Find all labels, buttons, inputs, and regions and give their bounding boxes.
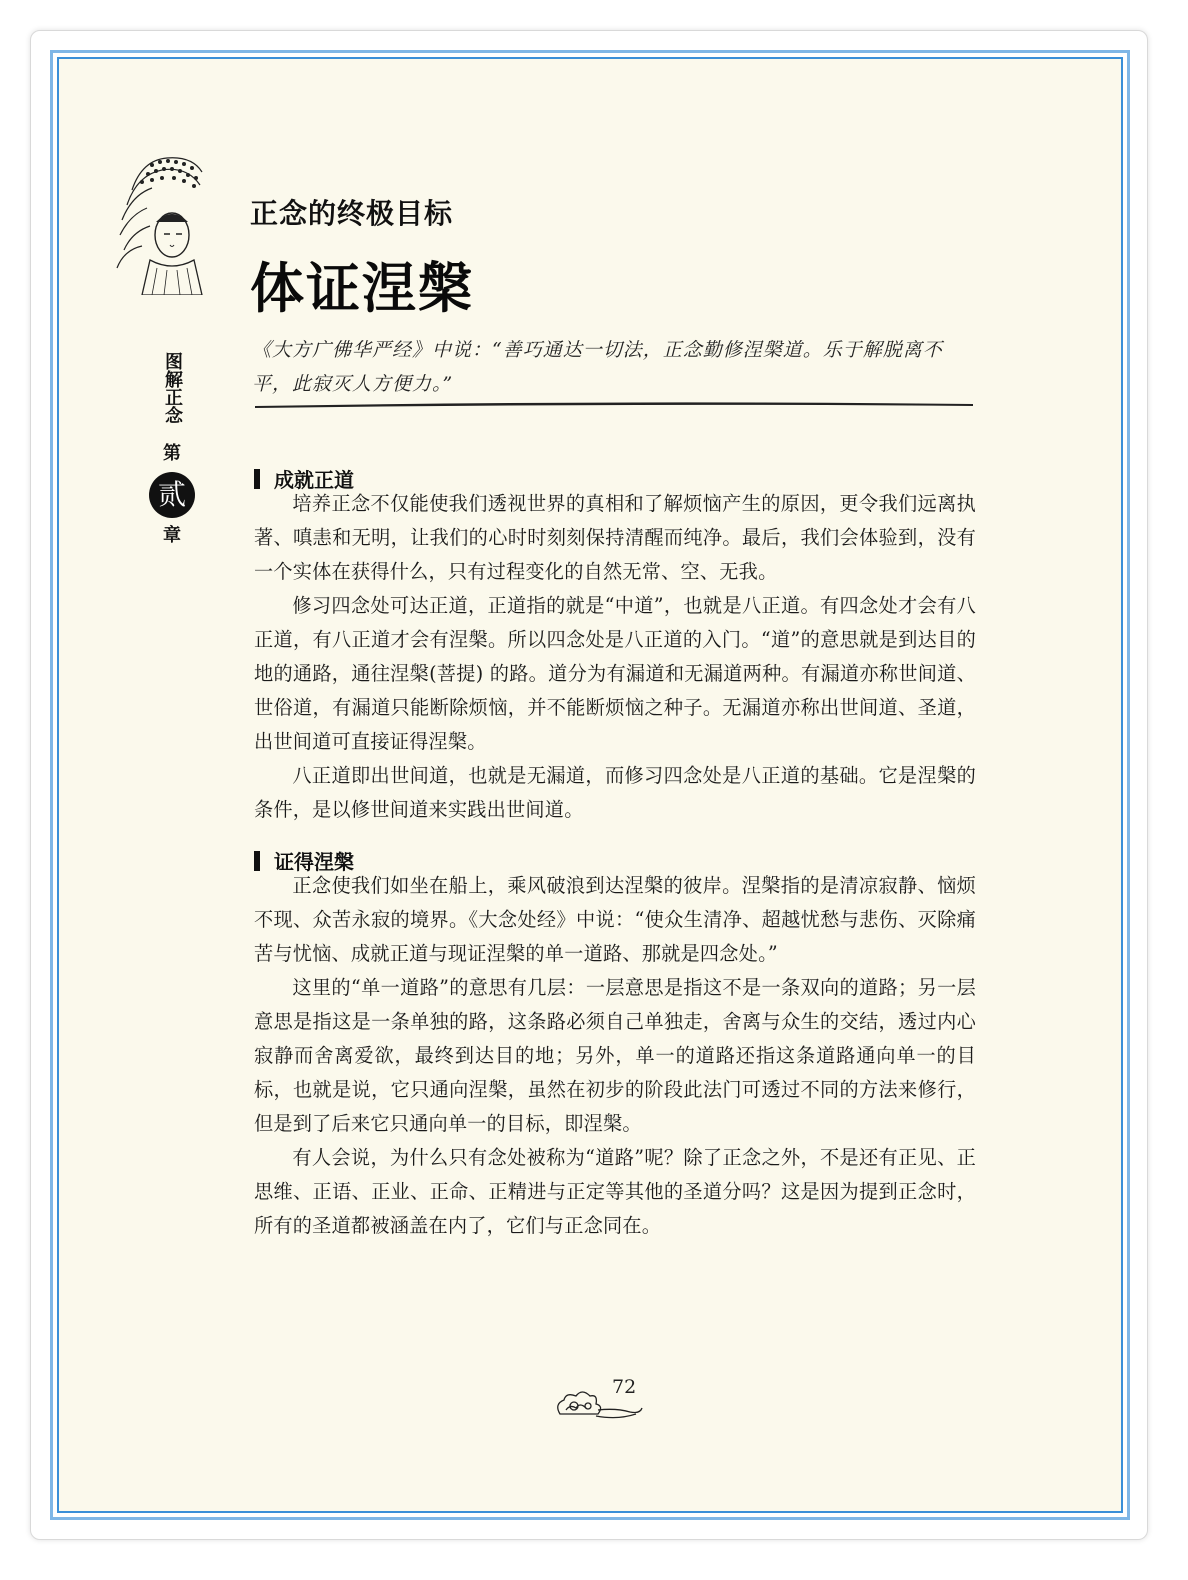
buddha-portrait-illustration (112, 150, 207, 295)
section-body-2 (254, 869, 976, 1243)
section-body-1 (254, 487, 976, 827)
page-title: 体证涅槃 (250, 256, 474, 320)
page-number: 72 (612, 1376, 637, 1398)
paragraph: 这里的“单一道路”的意思有几层：一层意思是指这不是一条双向的道路；另一层意思是指这是一条单独的路，这条路必须自己单独走，舍离与众生的交结，透过内心寂静而舍离爱欲，最终到达目的地；另外，单一的道路还指这条道路通向单一的目标，也就是说，它只通向涅槃，虽然在初步的阶段此法门可透过不同的方法来修行，但是到了后来它只通向单一的目标，即涅槃。 (254, 976, 976, 1135)
chapter-number-badge: 贰 (149, 472, 195, 518)
section-heading-text: 证得涅槃 (274, 850, 354, 874)
section-heading-text: 成就正道 (274, 468, 354, 492)
quote-divider (255, 400, 973, 410)
chapter-kicker: 正念的终极目标 (250, 197, 454, 230)
paragraph: 修习四念处可达正道，正道指的就是“中道”，也就是八正道。有四念处才会有八正道，有八正道才会有涅槃。所以四念处是八正道的入门。“道”的意思就是到达目的地的通路，通往涅槃(菩提) 的路。道分为有漏道和无漏道两种。有漏道亦称世间道、世俗道，有漏道只能断除烦恼，并不能断烦恼之种子。无漏道亦称出世间道、圣道，出世间道可直接证得涅槃。 (254, 594, 976, 753)
epigraph-quote: 《大方广佛华严经》中说：“善巧通达一切法，正念勤修涅槃道。乐于解脱离不平，此寂灭人方便力。” (252, 339, 943, 395)
heading-bar-icon (254, 469, 260, 489)
paragraph: 正念使我们如坐在船上，乘风破浪到达涅槃的彼岸。涅槃指的是清凉寂静、恼烦不现、众苦永寂的境界。《大念处经》中说：“使众生清净、超越忧愁与悲伤、灭除痛苦与忧恼、成就正道与现证涅槃的单一道路、那就是四念处。” (254, 874, 976, 965)
chapter-sidebar (148, 352, 196, 548)
book-title: 图解正念 (162, 352, 183, 424)
paragraph: 培养正念不仅能使我们透视世界的真相和了解烦恼产生的原因，更令我们远离执著、嗔恚和无明，让我们的心时时刻刻保持清醒而纯净。最后，我们会体验到，没有一个实体在获得什么，只有过程变化的自然无常、空、无我。 (254, 492, 976, 583)
paragraph: 八正道即出世间道，也就是无漏道，而修习四念处是八正道的基础。它是涅槃的条件，是以修世间道来实践出世间道。 (254, 764, 976, 821)
paragraph: 有人会说，为什么只有念处被称为“道路”呢？除了正念之外，不是还有正见、正思维、正语、正业、正命、正精进与正定等其他的圣道分吗？这是因为提到正念时，所有的圣道都被涵盖在内了，它们与正念同在。 (254, 1146, 976, 1237)
cloud-ornament-icon (552, 1384, 644, 1426)
heading-bar-icon (254, 851, 260, 871)
chapter-prefix: 第 (163, 443, 181, 464)
chapter-suffix: 章 (163, 525, 181, 546)
